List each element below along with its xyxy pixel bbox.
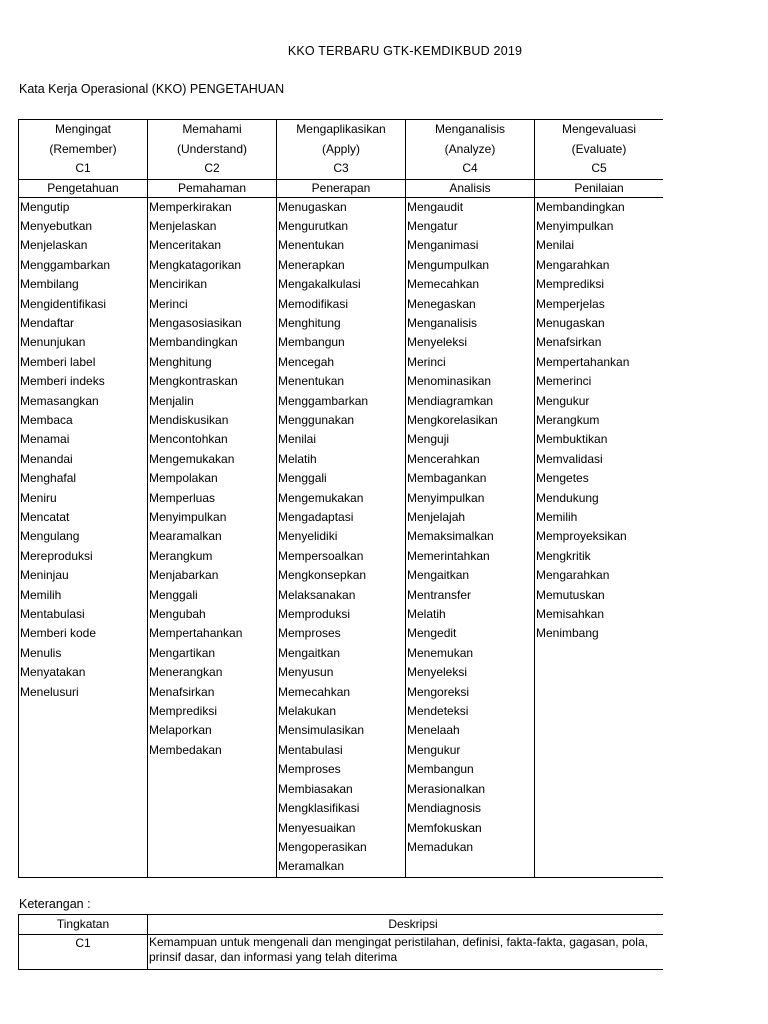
verb-item: Melatih [407, 607, 446, 622]
verb-item: Memberi label [20, 354, 96, 369]
level-name: Menganalisis [434, 122, 506, 136]
category-c4: Analisis [406, 179, 535, 197]
keterangan-label: Keterangan : [19, 897, 91, 911]
verb-item: Mengukur [407, 742, 461, 757]
verb-list-c3 [277, 197, 406, 877]
verb-item: Membandingkan [149, 335, 238, 350]
verb-item: Memilih [20, 587, 62, 602]
verb-item: Menerapkan [278, 257, 345, 272]
verb-item: Memperkirakan [149, 199, 232, 214]
level-name: Mengingat [54, 122, 112, 136]
verb-item: Mencirikan [149, 277, 208, 292]
verb-item: Melaporkan [149, 723, 212, 738]
verb-item: Membuktikan [536, 432, 608, 447]
verb-item: Menemukan [407, 645, 474, 660]
verb-item: Menelusuri [20, 684, 79, 699]
verb-list-c2 [148, 197, 277, 877]
level-english: (Analyze) [444, 141, 496, 156]
verb-item: Membagankan [407, 471, 487, 486]
verb-item: Mereproduksi [20, 548, 93, 563]
verb-item: Memfokuskan [407, 820, 482, 835]
column-header-c1 [19, 120, 148, 180]
verb-item: Memisahkan [536, 607, 605, 622]
description-text [148, 935, 679, 970]
verb-item: Membangun [278, 335, 345, 350]
verb-item: Mengoperasikan [278, 839, 367, 854]
verb-item: Mengaitkan [407, 568, 470, 583]
tingkatan-header: Tingkatan [19, 915, 148, 935]
level-english: (Remember) [49, 141, 117, 156]
verb-item: Menggunakan [278, 412, 355, 427]
verb-item: Mengurutkan [278, 218, 349, 233]
verb-item: Menyimpulkan [149, 510, 227, 524]
verb-item: Memilih [536, 510, 578, 524]
verb-item: Mengulang [20, 529, 80, 544]
verb-item: Mengarahkan [536, 568, 610, 583]
category-c1: Pengetahuan [19, 179, 148, 197]
verb-item: Memproduksi [278, 607, 351, 622]
level-english: (Apply) [321, 141, 360, 156]
verb-item: Membangun [407, 762, 474, 777]
column-header-c2 [148, 120, 277, 180]
verb-item: Menentukan [278, 238, 345, 253]
verb-item: Menerangkan [149, 665, 223, 680]
verb-item: Memproses [278, 626, 341, 641]
verb-item: Mendiagramkan [407, 393, 494, 408]
verb-item: Menggambarkan [20, 257, 111, 272]
verb-item: Mendeteksi [407, 704, 469, 719]
verb-item: Menyelidiki [278, 529, 338, 544]
verb-item: Menyeleksi [407, 665, 468, 680]
verb-item: Meramalkan [278, 859, 345, 874]
verb-item: Mendiagnosis [407, 801, 482, 816]
verb-item: Merangkum [149, 548, 213, 563]
verb-item: Mendiskusikan [149, 412, 229, 427]
page-edge-mask [663, 0, 768, 1024]
level-english: (Evaluate) [571, 141, 627, 156]
verb-item: Memprediksi [149, 704, 218, 719]
kko-table [18, 119, 664, 878]
verb-item: Memecahkan [278, 684, 351, 699]
verb-item: Mengemukakan [149, 451, 235, 466]
verb-item: Mengoreksi [407, 684, 470, 699]
level-code: C3 [333, 161, 349, 175]
description-header-row [19, 915, 679, 935]
section-subtitle: Kata Kerja Operasional (KKO) PENGETAHUAN [19, 82, 285, 96]
description-row [19, 935, 679, 970]
verb-item: Mengumpulkan [407, 257, 490, 272]
verb-item: Menganalisis [407, 315, 478, 330]
verb-item: Mengubah [149, 607, 206, 622]
verb-item: Mencerahkan [407, 451, 480, 466]
verb-item: Mencontohkan [149, 432, 228, 447]
verb-item: Mengedit [407, 626, 457, 641]
verb-item: Mengetes [536, 471, 589, 486]
verb-item: Memberi kode [20, 626, 97, 641]
verb-item: Memodifikasi [278, 296, 349, 311]
level-english: (Understand) [176, 141, 248, 156]
verb-item: Menugaskan [278, 199, 347, 214]
verb-item: Menyimpulkan [407, 490, 485, 505]
verb-item: Merinci [407, 354, 446, 369]
verb-item: Merasionalkan [407, 781, 486, 796]
description-line: Kemampuan untuk mengenali dan mengingat peristilahan, definisi, fakta-fakta, gagasan, pola, [149, 935, 648, 949]
deskripsi-header: Deskripsi [148, 915, 679, 935]
verb-item: Menulis [20, 645, 62, 660]
verb-item: Menghitung [149, 354, 212, 369]
verb-item: Menunjukan [20, 335, 86, 350]
verb-item: Mengukur [536, 393, 590, 408]
verb-item: Menggali [149, 587, 198, 602]
column-header-c4 [406, 120, 535, 180]
verb-item: Menafsirkan [149, 684, 215, 699]
verb-item: Mengidentifikasi [20, 296, 107, 311]
verb-item: Menafsirkan [536, 335, 602, 350]
verb-item: Memperluas [149, 490, 216, 505]
verb-item: Meniru [20, 490, 57, 505]
verb-item: Menominasikan [407, 374, 492, 389]
verb-item: Mentabulasi [20, 607, 85, 622]
verb-list-c4 [406, 197, 535, 877]
verb-item: Mempersoalkan [278, 548, 364, 563]
verb-item: Mengarahkan [536, 257, 610, 272]
verb-item: Meninjau [20, 568, 69, 583]
verb-item: Menggambarkan [278, 393, 369, 408]
verb-item: Mearamalkan [149, 529, 222, 544]
verb-item: Mencegah [278, 354, 335, 369]
verb-item: Melatih [278, 451, 317, 466]
verb-item: Memecahkan [407, 277, 480, 292]
verb-list-c5 [535, 197, 664, 877]
verb-item: Menghitung [278, 315, 341, 330]
verb-item: Memadukan [407, 839, 474, 854]
verb-item: Memerinci [536, 374, 592, 389]
category-row [19, 179, 664, 197]
verb-item: Memproses [278, 762, 341, 777]
verb-item: Mengkritik [536, 548, 591, 563]
verb-item: Merangkum [536, 412, 600, 427]
verb-item: Menimbang [536, 626, 599, 641]
verb-item: Mempolakan [149, 471, 218, 486]
description-table [18, 914, 679, 970]
verb-item: Memproyeksikan [536, 529, 627, 544]
verb-item: Membilang [20, 277, 79, 292]
description-line: prinsif dasar, dan informasi yang telah diterima [149, 950, 398, 964]
verb-item: Menilai [278, 432, 317, 447]
verb-item: Mendaftar [20, 315, 75, 330]
verb-item: Mensimulasikan [278, 723, 365, 738]
verb-item: Merinci [149, 296, 188, 311]
verb-item: Mendukung [536, 490, 599, 505]
verb-item: Menyebutkan [20, 218, 93, 233]
verb-item: Menugaskan [536, 315, 605, 330]
verb-item: Melaksanakan [278, 587, 356, 602]
verb-item: Memperjelas [536, 296, 605, 311]
verb-item: Melakukan [278, 704, 337, 719]
verb-item: Memvalidasi [536, 451, 603, 466]
verb-item: Menyatakan [20, 665, 86, 680]
verb-item: Mengklasifikasi [278, 801, 360, 816]
category-c5: Penilaian [535, 179, 664, 197]
category-c2: Pemahaman [148, 179, 277, 197]
verb-item: Membaca [20, 412, 73, 427]
verb-item: Mentabulasi [278, 742, 343, 757]
verb-item: Menganimasi [407, 238, 479, 253]
verb-item: Mengartikan [149, 645, 216, 660]
verb-item: Memaksimalkan [407, 529, 494, 544]
verb-item: Mengasosiasikan [149, 315, 242, 330]
verb-item: Membandingkan [536, 199, 625, 214]
verb-item: Menyeleksi [407, 335, 468, 350]
verb-item: Menjelajah [407, 510, 466, 524]
verb-item: Menjelaskan [149, 218, 217, 233]
verb-item: Membiasakan [278, 781, 353, 796]
verb-item: Mengkatagorikan [149, 257, 242, 272]
verb-item: Menyimpulkan [536, 218, 614, 233]
verb-item: Memutuskan [536, 587, 605, 602]
category-c3: Penerapan [277, 179, 406, 197]
column-header-c5 [535, 120, 664, 180]
verb-item: Membedakan [149, 742, 222, 757]
verb-item: Mentransfer [407, 587, 472, 602]
verb-item: Menjabarkan [149, 568, 219, 583]
level-name: Memahami [182, 122, 242, 136]
verb-item: Memprediksi [536, 277, 605, 292]
verb-item: Mengkontraskan [149, 374, 238, 389]
header-row [19, 120, 664, 180]
column-header-c3 [277, 120, 406, 180]
verb-item: Mencatat [20, 510, 70, 524]
verb-item: Mengaudit [407, 199, 464, 214]
verb-item: Menamai [20, 432, 70, 447]
verb-item: Menjalin [149, 393, 194, 408]
verb-item: Menegaskan [407, 296, 476, 311]
verb-item: Menguji [407, 432, 450, 447]
verb-item: Mengkorelasikan [407, 412, 498, 427]
verb-item: Memerintahkan [407, 548, 490, 563]
verb-item: Mengutip [20, 199, 70, 214]
verb-item: Menyesuaikan [278, 820, 356, 835]
verb-item: Memasangkan [20, 393, 99, 408]
verb-item: Menjelaskan [20, 238, 88, 253]
verb-item: Memberi indeks [20, 374, 105, 389]
level-name: Mengaplikasikan [296, 122, 386, 136]
verb-item: Menilai [536, 238, 575, 253]
verb-item: Mengkonsepkan [278, 568, 367, 583]
verb-item: Menelaah [407, 723, 460, 738]
verb-item: Mengemukakan [278, 490, 364, 505]
verb-item: Mengadaptasi [278, 510, 354, 524]
verb-list-c1 [19, 197, 148, 877]
description-level: C1 [19, 935, 148, 970]
verb-item: Menentukan [278, 374, 345, 389]
level-code: C1 [75, 161, 91, 175]
verbs-row [19, 197, 664, 877]
level-code: C2 [204, 161, 220, 175]
verb-item: Menghafal [20, 471, 77, 486]
document-title: KKO TERBARU GTK-KEMDIKBUD 2019 [287, 44, 523, 58]
verb-item: Mempertahankan [536, 354, 630, 369]
verb-item: Mempertahankan [149, 626, 243, 641]
level-code: C4 [462, 161, 478, 175]
verb-item: Mengaitkan [278, 645, 341, 660]
level-code: C5 [591, 161, 607, 175]
level-name: Mengevaluasi [561, 122, 637, 136]
verb-item: Mengatur [407, 218, 458, 233]
verb-item: Menyusun [278, 665, 334, 680]
verb-item: Mengakalkulasi [278, 277, 361, 292]
verb-item: Menandai [20, 451, 73, 466]
verb-item: Menggali [278, 471, 327, 486]
verb-item: Menceritakan [149, 238, 222, 253]
